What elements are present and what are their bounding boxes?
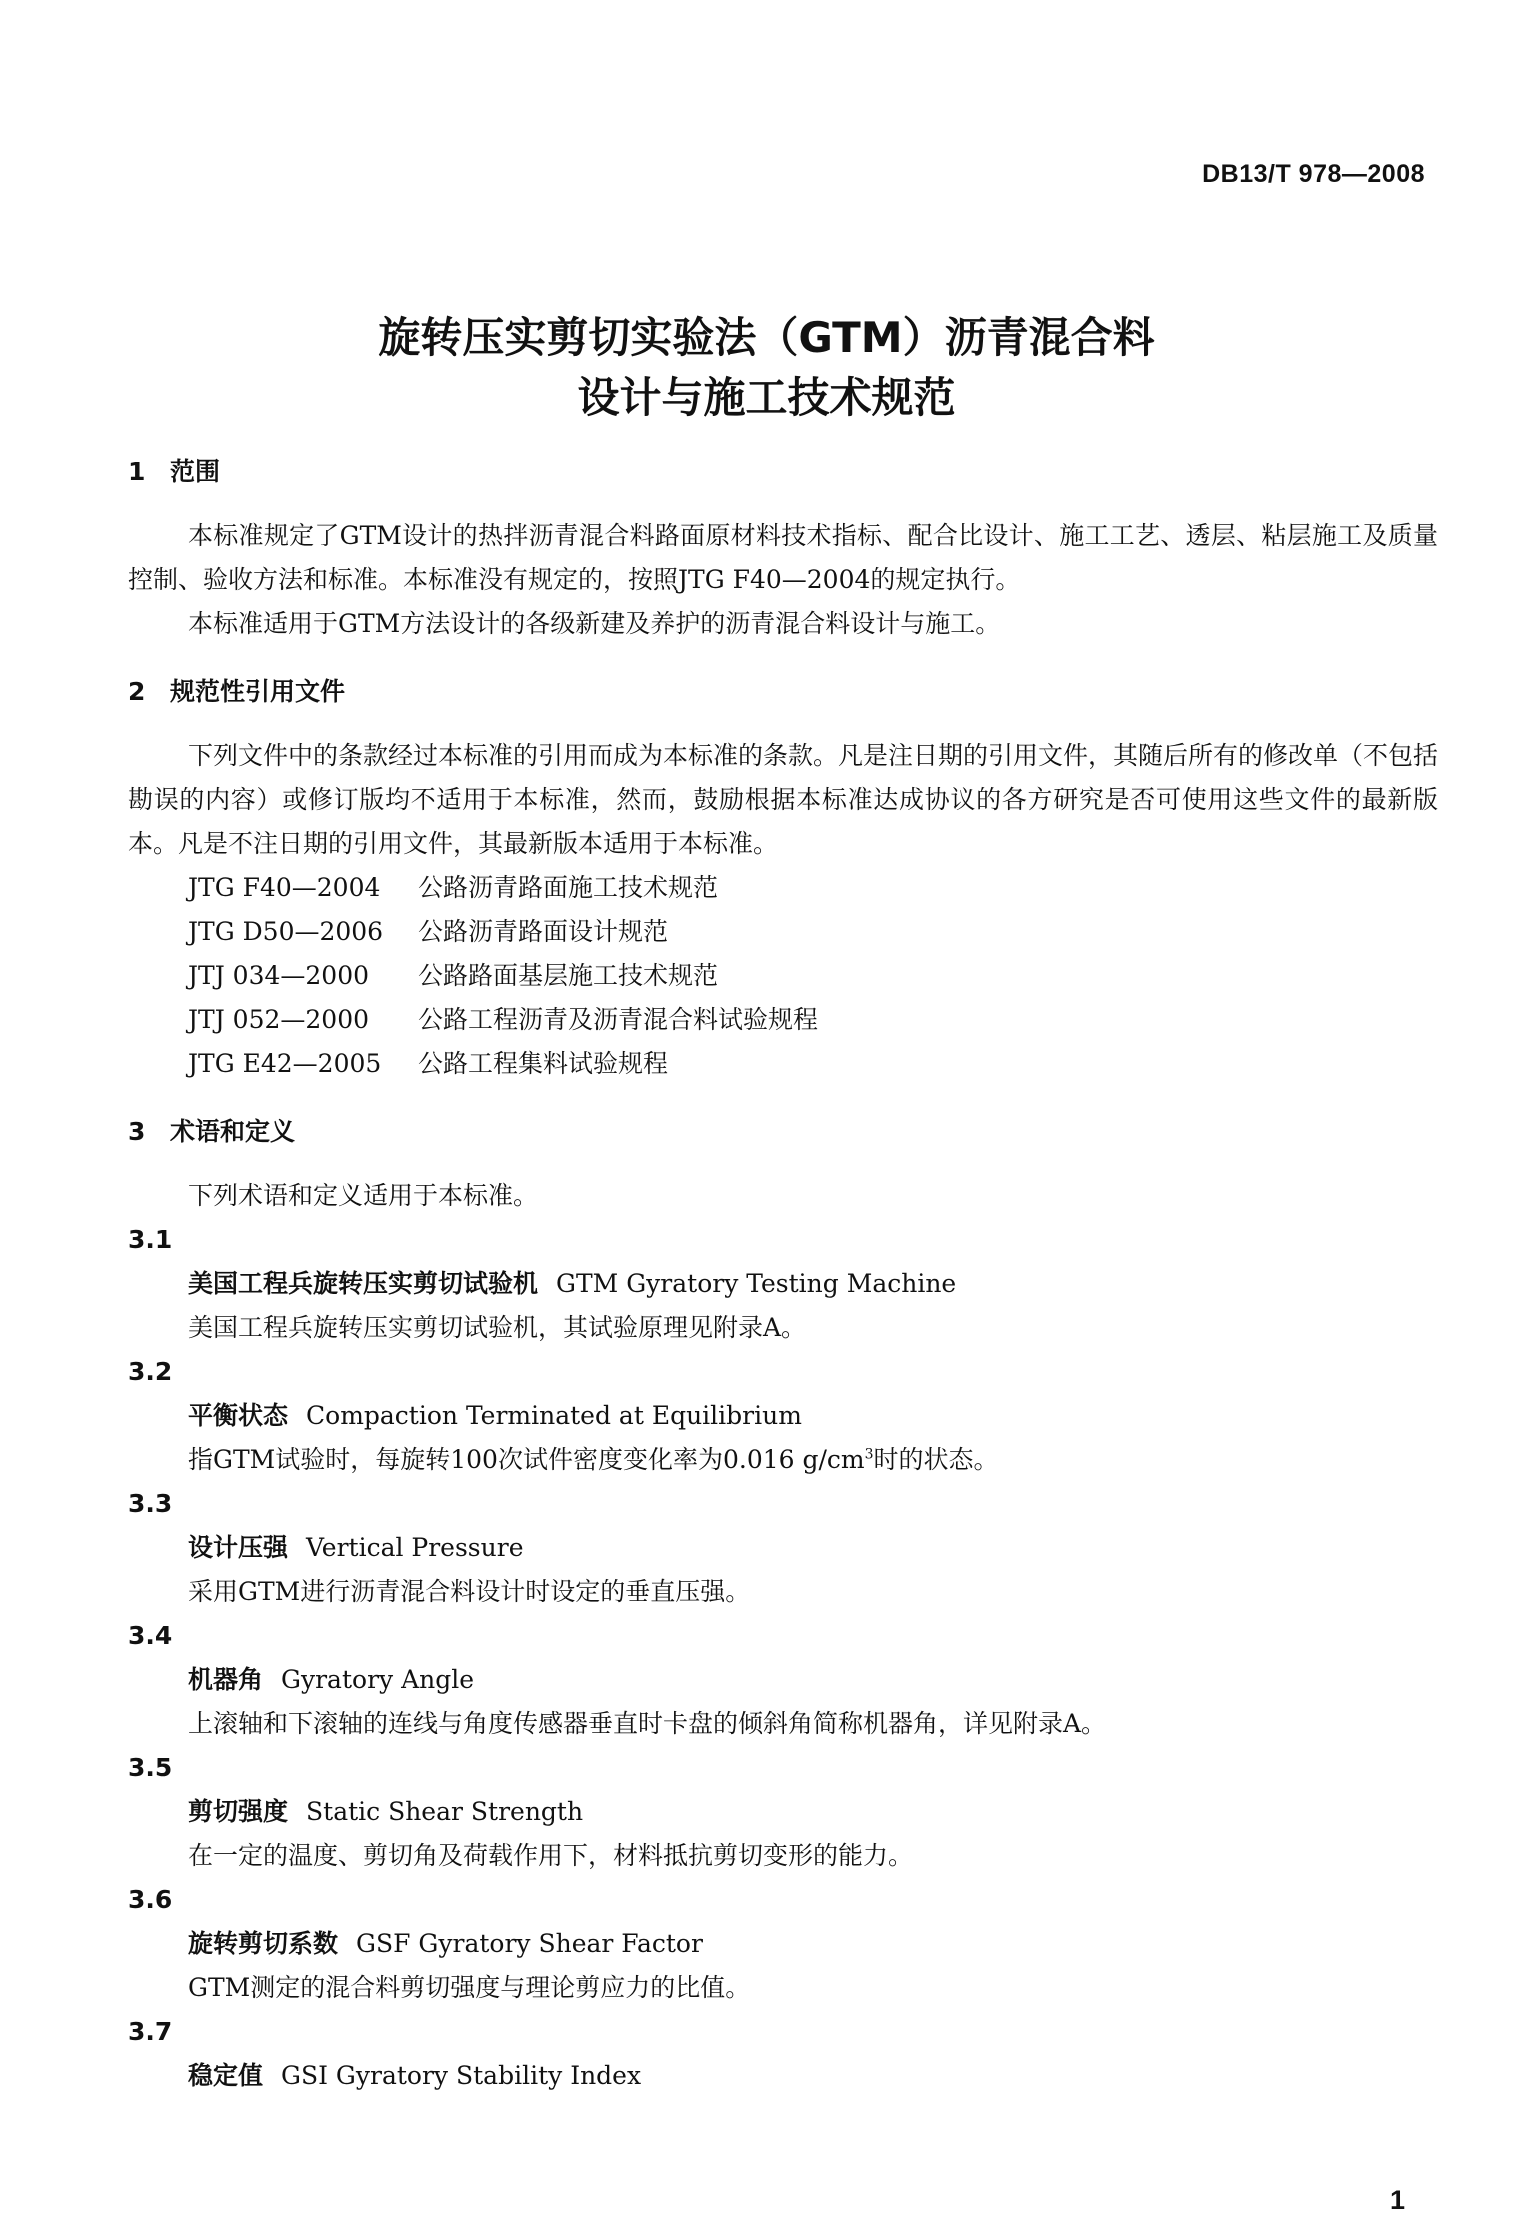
term-number: 3.2 [128,1357,173,1386]
reference-item [188,998,1438,1042]
term-english: GSI Gyratory Stability Index [281,2061,642,2090]
term-number: 3.1 [128,1225,173,1254]
section-title: 术语和定义 [170,1117,296,1146]
term-definition: 指GTM试验时，每旋转100次试件密度变化率为0.016 $g/cm^3$时的状态。 [188,1445,999,1474]
term-name [128,1526,1438,1570]
reference-title: 公路路面基层施工技术规范 [418,961,719,990]
term-name [128,1658,1438,1702]
term-name [128,1922,1438,1966]
title-line-1: 旋转压实剪切实验法（GTM）沥青混合料 [378,313,1155,362]
term-number: 3.6 [128,1885,173,1914]
reference-title: 公路沥青路面设计规范 [418,917,669,946]
term-english: GTM Gyratory Testing Machine [556,1269,957,1298]
section-number: 3 [128,1117,146,1146]
reference-title: 公路工程集料试验规程 [418,1049,669,1078]
term-definition: 美国工程兵旋转压实剪切试验机，其试验原理见附录A。 [188,1313,807,1342]
term-entry [128,1350,1438,1482]
term-entry [128,1218,1438,1350]
term-english: Compaction Terminated at Equilibrium [306,1401,802,1430]
title-line-2: 设计与施工技术规范 [577,373,956,422]
term-english: GSF Gyratory Shear Factor [356,1929,703,1958]
term-definition: GTM测定的混合料剪切强度与理论剪应力的比值。 [188,1973,751,2002]
term-entry [128,1614,1438,1746]
section-3-intro: 下列术语和定义适用于本标准。 [188,1181,539,1210]
term-definition: 上滚轴和下滚轴的连线与角度传感器垂直时卡盘的倾斜角简称机器角，详见附录A。 [188,1709,1107,1738]
section-3-heading [128,1112,1438,1152]
term-number: 3.7 [128,2017,173,2046]
term-chinese: 机器角 [188,1665,264,1694]
term-definition: 在一定的温度、剪切角及荷载作用下，材料抵抗剪切变形的能力。 [188,1841,914,1870]
reference-code: JTJ 034—2000 [188,961,370,990]
reference-code: JTG E42—2005 [188,1049,382,1078]
term-chinese: 美国工程兵旋转压实剪切试验机 [188,1269,539,1298]
term-entry [128,2010,1438,2098]
document-body [128,452,1438,2098]
term-english: Static Shear Strength [306,1797,584,1826]
section-2-heading [128,672,1438,712]
reference-list [128,866,1438,1086]
section-1-heading [128,452,1438,492]
document-title [0,308,1533,428]
section-2-paragraph: 下列文件中的条款经过本标准的引用而成为本标准的条款。凡是注日期的引用文件，其随后所有的修改单（不包括勘误的内容）或修订版均不适用于本标准，然而，鼓励根据本标准达成协议的各方研究是否可使用这些文件的最新版本。凡是不注日期的引用文件，其最新版本适用于本标准。 [128,741,1439,858]
reference-item [188,1042,1438,1086]
term-english: Vertical Pressure [306,1533,524,1562]
page-number: 1 [1389,2185,1405,2215]
term-chinese: 设计压强 [188,1533,289,1562]
term-name [128,1394,1438,1438]
term-definition: 采用GTM进行沥青混合料设计时设定的垂直压强。 [188,1577,751,1606]
reference-code: JTJ 052—2000 [188,1005,370,1034]
term-entry [128,1746,1438,1878]
term-chinese: 稳定值 [188,2061,264,2090]
section-1-paragraph-1: 本标准规定了GTM设计的热拌沥青混合料路面原材料技术指标、配合比设计、施工工艺、透层、粘层施工及质量控制、验收方法和标准。本标准没有规定的，按照JTG F40—2004的规定执行。 [128,521,1438,594]
reference-code: JTG F40—2004 [188,873,381,902]
term-chinese: 旋转剪切系数 [188,1929,339,1958]
reference-item [188,910,1438,954]
reference-item [188,866,1438,910]
reference-item [188,954,1438,998]
section-title: 规范性引用文件 [170,677,346,706]
term-number: 3.3 [128,1489,173,1518]
term-english: Gyratory Angle [281,1665,475,1694]
term-number: 3.4 [128,1621,173,1650]
standard-code: DB13/T 978—2008 [1202,160,1425,188]
term-name [128,1262,1438,1306]
section-1-paragraph-2: 本标准适用于GTM方法设计的各级新建及养护的沥青混合料设计与施工。 [188,609,1001,638]
section-number: 2 [128,677,146,706]
reference-code: JTG D50—2006 [188,917,384,946]
section-title: 范围 [170,457,221,486]
reference-title: 公路沥青路面施工技术规范 [418,873,719,902]
term-entry [128,1482,1438,1614]
term-chinese: 剪切强度 [188,1797,289,1826]
term-number: 3.5 [128,1753,173,1782]
section-number: 1 [128,457,146,486]
term-name [128,1790,1438,1834]
reference-title: 公路工程沥青及沥青混合料试验规程 [418,1005,819,1034]
term-chinese: 平衡状态 [188,1401,289,1430]
term-name [128,2054,1438,2098]
term-entry [128,1878,1438,2010]
